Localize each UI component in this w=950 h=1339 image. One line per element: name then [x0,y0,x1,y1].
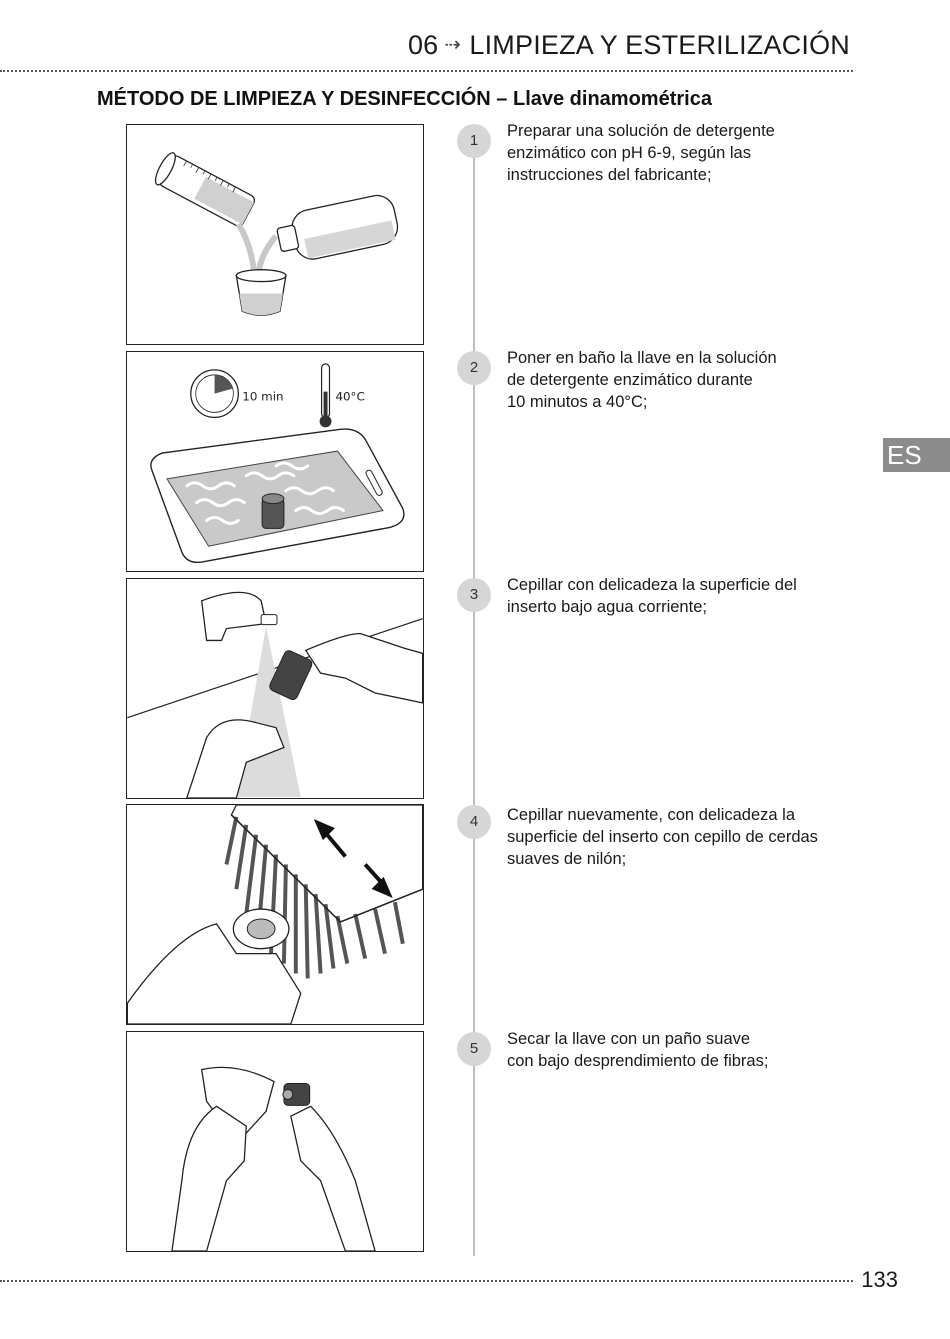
nylon-brush-illustration [127,805,423,1024]
temperature-label: 40°C [335,389,365,404]
step-number-badge: 2 [457,351,491,385]
step-3-illustration [126,578,424,799]
chapter-title: LIMPIEZA Y ESTERILIZACIÓN [469,30,850,60]
pouring-solution-illustration [127,125,423,344]
chapter-header [408,30,850,61]
step-number-badge: 4 [457,805,491,839]
step-4-illustration [126,804,424,1025]
step-number-badge: 5 [457,1032,491,1066]
drying-with-cloth-illustration [127,1032,423,1251]
steps-timeline [473,126,475,1256]
page-number: 133 [861,1267,898,1292]
chapter-number: 06 [407,30,439,60]
soaking-tray-illustration [127,352,423,571]
step-2-text: Poner en baño la llave en la solución de detergente enzimático durante 10 minutos a 40°C; [507,349,777,411]
section-title: MÉTODO DE LIMPIEZA Y DESINFECCIÓN – Llave dinamométrica [97,88,712,110]
footer-divider [0,1280,853,1282]
step-number-badge: 1 [457,124,491,158]
step-5-illustration [126,1031,424,1252]
step-number-badge: 3 [457,578,491,612]
step-5-text: Secar la llave con un paño suave con bajo desprendimiento de fibras; [507,1030,769,1070]
brushing-under-water-illustration [127,579,423,798]
step-2-illustration [126,351,424,572]
timer-label: 10 min [242,389,284,404]
step-1-illustration [126,124,424,345]
dotted-arrow-icon: ⇢ [444,34,462,56]
step-3-text: Cepillar con delicadeza la superficie del inserto bajo agua corriente; [507,576,797,616]
header-divider [0,70,853,72]
step-4-text: Cepillar nuevamente, con delicadeza la superficie del inserto con cepillo de cerdas suaves de nilón; [507,806,818,868]
step-1-text: Preparar una solución de detergente enzimático con pH 6-9, según las instrucciones del fabricante; [507,122,775,184]
language-tab: ES [883,438,950,472]
